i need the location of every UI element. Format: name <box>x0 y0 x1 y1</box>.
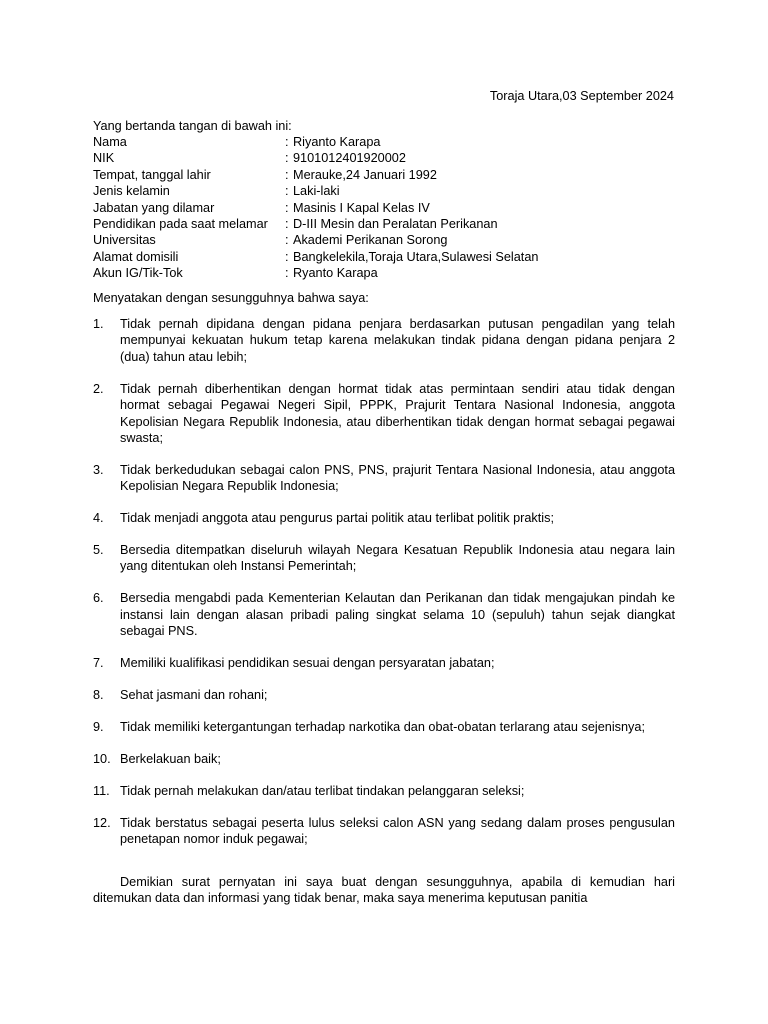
identity-label: Jenis kelamin <box>93 184 170 199</box>
identity-row-position <box>93 200 538 216</box>
list-item <box>93 381 675 447</box>
list-item-text: Tidak berstatus sebagai peserta lulus seleksi calon ASN yang sedang dalam proses pengusulan penetapan nomor induk pegawai; <box>120 815 675 847</box>
identity-label: Tempat, tanggal lahir <box>93 167 211 182</box>
list-item-number: 5. <box>93 543 104 558</box>
closing-paragraph: Demikian surat pernyatan ini saya buat dengan sesungguhnya, apabila di kemudian hari ditemukan data dan informasi yang tidak benar, maka saya menerima keputusan panitia <box>93 875 675 906</box>
identity-row-social <box>93 265 538 281</box>
list-item <box>93 687 675 703</box>
identity-label: Pendidikan pada saat melamar <box>93 216 268 231</box>
list-item <box>93 510 675 526</box>
list-item-number: 4. <box>93 511 104 526</box>
identity-separator: : <box>285 216 289 231</box>
list-item <box>93 719 675 735</box>
list-item-number: 8. <box>93 688 104 702</box>
declaration-list <box>93 316 675 863</box>
list-item-number: 6. <box>93 591 104 606</box>
list-item-number: 1. <box>93 317 104 331</box>
list-item-text: Bersedia mengabdi pada Kementerian Kelautan dan Perikanan dan tidak mengajukan pindah ke instansi lain dengan alasan pribadi paling singkat selama 10 (sepuluh) tahun sejak diangkat sebagai PNS. <box>120 591 675 639</box>
list-item-text: Tidak pernah dipidana dengan pidana penjara berdasarkan putusan pengadilan yang telah mempunyai kekuatan hukum tetap karena melakukan tindak pidana dengan pidana penjara 2 (dua) tahun atau lebih; <box>120 317 675 364</box>
list-item-text: Tidak berkedudukan sebagai calon PNS, PNS, prajurit Tentara Nasional Indonesia, atau anggota Kepolisian Negara Republik Indonesia; <box>120 462 675 494</box>
statement-line: Menyatakan dengan sesungguhnya bahwa saya: <box>93 291 369 305</box>
list-item <box>93 655 675 671</box>
identity-value: Ryanto Karapa <box>293 266 378 281</box>
identity-value: 9101012401920002 <box>293 151 406 166</box>
identity-label: Akun IG/Tik-Tok <box>93 266 183 281</box>
identity-value: Riyanto Karapa <box>293 135 381 149</box>
identity-separator: : <box>285 151 289 166</box>
identity-value: Akademi Perikanan Sorong <box>293 233 448 248</box>
intro-line: Yang bertanda tangan di bawah ini: <box>93 119 292 133</box>
list-item <box>93 316 675 365</box>
identity-row-education <box>93 216 538 232</box>
identity-row-university <box>93 232 538 248</box>
list-item-text: Sehat jasmani dan rohani; <box>120 688 268 702</box>
identity-row-birth <box>93 167 538 183</box>
identity-separator: : <box>285 184 289 199</box>
place-date: Toraja Utara,03 September 2024 <box>489 89 674 103</box>
list-item-text: Tidak menjadi anggota atau pengurus partai politik atau terlibat politik praktis; <box>120 511 554 526</box>
identity-label: Jabatan yang dilamar <box>93 200 215 215</box>
identity-label: Universitas <box>93 233 156 248</box>
list-item-number: 11. <box>93 783 110 798</box>
identity-row-address <box>93 249 538 265</box>
list-item-number: 9. <box>93 719 104 734</box>
list-item <box>93 462 675 495</box>
list-item-text: Tidak memiliki ketergantungan terhadap narkotika dan obat-obatan terlarang atau sejenisnya; <box>120 719 645 734</box>
identity-label: Alamat domisili <box>93 249 179 264</box>
list-item-number: 12. <box>93 815 111 830</box>
identity-row-nik <box>93 150 538 166</box>
identity-separator: : <box>285 135 289 149</box>
list-item-number: 3. <box>93 462 104 477</box>
identity-label: NIK <box>93 151 115 166</box>
identity-row-name <box>93 134 538 150</box>
identity-separator: : <box>285 249 289 264</box>
identity-value: Masinis I Kapal Kelas IV <box>293 200 430 215</box>
identity-table <box>93 134 538 282</box>
identity-separator: : <box>285 233 289 248</box>
list-item-number: 10. <box>93 751 111 766</box>
list-item-number: 7. <box>93 656 104 671</box>
identity-separator: : <box>285 266 289 281</box>
identity-value: Bangkelekila,Toraja Utara,Sulawesi Selatan <box>293 249 539 264</box>
identity-value: Laki-laki <box>293 184 340 199</box>
list-item <box>93 542 675 575</box>
list-item-text: Tidak pernah melakukan dan/atau terlibat tindakan pelanggaran seleksi; <box>120 783 525 798</box>
identity-value: Merauke,24 Januari 1992 <box>293 167 437 182</box>
list-item <box>93 783 675 799</box>
list-item-text: Berkelakuan baik; <box>120 751 221 766</box>
list-item <box>93 590 675 639</box>
list-item <box>93 815 675 848</box>
list-item-text: Memiliki kualifikasi pendidikan sesuai dengan persyaratan jabatan; <box>120 656 495 671</box>
identity-label: Nama <box>93 135 127 149</box>
identity-separator: : <box>285 200 289 215</box>
list-item-number: 2. <box>93 381 104 396</box>
identity-separator: : <box>285 167 289 182</box>
identity-value: D-III Mesin dan Peralatan Perikanan <box>293 216 498 231</box>
list-item-text: Tidak pernah diberhentikan dengan hormat tidak atas permintaan sendiri atau tidak dengan hormat sebagai Pegawai Negeri Sipil, PPPK, Prajurit Tentara Nasional Indonesia, anggota Kepolisian Negara Republik Indonesia, atau diberhentikan tidak dengan hormat sebagai pegawai swasta; <box>120 381 675 445</box>
list-item <box>93 751 675 767</box>
list-item-text: Bersedia ditempatkan diseluruh wilayah Negara Kesatuan Republik Indonesia atau negara lain yang ditentukan oleh Instansi Pemerintah; <box>120 543 675 574</box>
identity-row-gender <box>93 183 538 199</box>
